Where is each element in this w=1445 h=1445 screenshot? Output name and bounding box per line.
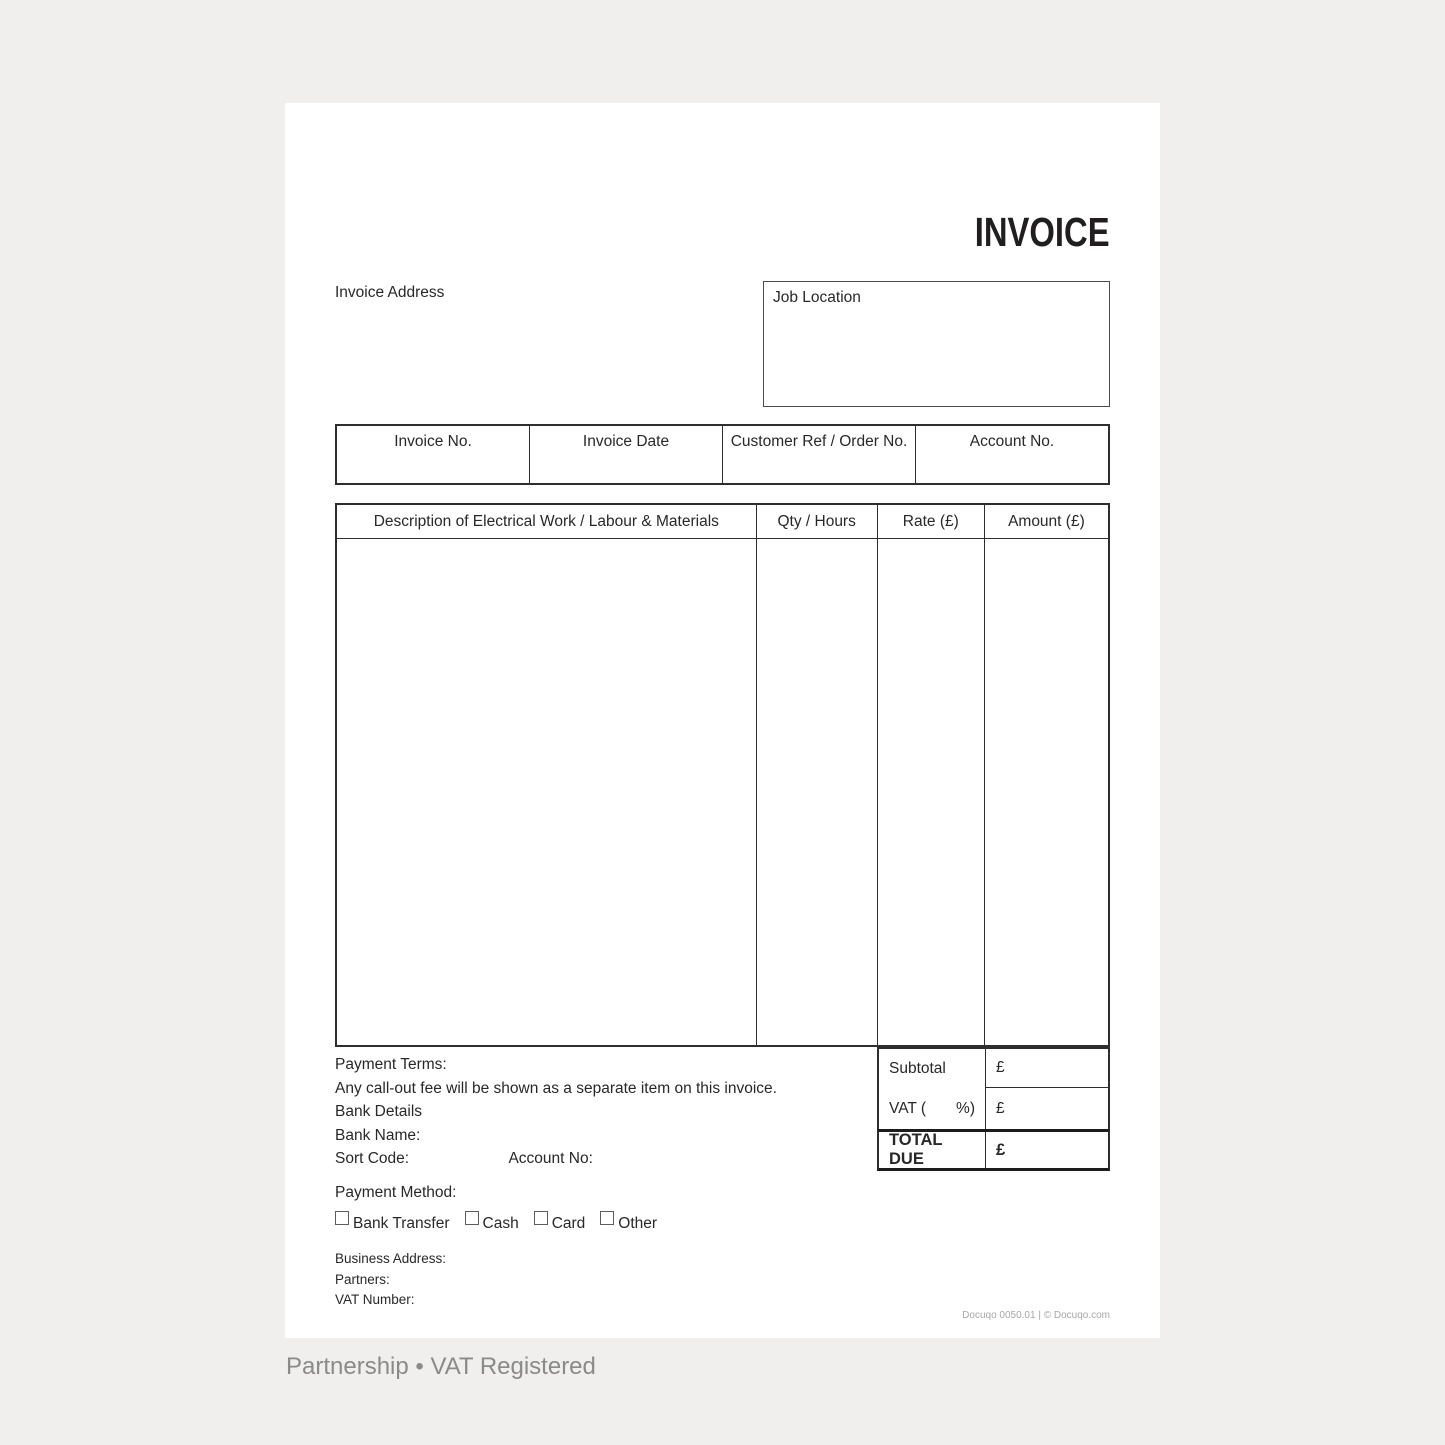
customer-ref-field[interactable]	[722, 426, 915, 483]
rate-entry-area[interactable]	[877, 539, 984, 1045]
account-no-field[interactable]	[915, 426, 1108, 483]
invoice-date-field[interactable]	[529, 426, 722, 483]
items-table-header	[337, 505, 1108, 539]
vat-label-prefix: VAT (	[889, 1099, 927, 1117]
other-checkbox[interactable]	[600, 1211, 614, 1225]
qty-hours-entry-area[interactable]	[756, 539, 877, 1045]
subtotal-vat-section	[877, 1047, 1110, 1129]
total-due-row	[877, 1129, 1110, 1171]
subtotal-amount-field[interactable]	[986, 1049, 1108, 1088]
payment-terms-label: Payment Terms:	[335, 1056, 447, 1073]
customer-ref-label: Customer Ref / Order No.	[730, 433, 908, 450]
bank-name-label: Bank Name:	[335, 1126, 421, 1144]
vat-label-suffix: %)	[956, 1099, 975, 1117]
subtotal-currency-symbol: £	[996, 1059, 1005, 1076]
rate-column-header: Rate (£)	[877, 505, 984, 538]
sort-code-label: Sort Code:	[335, 1150, 410, 1167]
document-title: INVOICE	[975, 209, 1110, 255]
payment-method-label: Payment Method:	[335, 1184, 457, 1201]
account-no-label: Account No.	[969, 433, 1055, 450]
callout-fee-note: Any call-out fee will be shown as a separate item on this invoice.	[335, 1079, 777, 1097]
items-table-body	[337, 539, 1108, 1045]
invoice-no-field[interactable]	[337, 426, 529, 483]
cash-label: Cash	[482, 1215, 519, 1232]
business-address-label: Business Address:	[335, 1251, 447, 1266]
sort-code-account-row	[335, 1147, 777, 1171]
totals-table	[877, 1047, 1110, 1171]
job-location-label: Job Location	[773, 289, 861, 306]
qty-hours-column-header: Qty / Hours	[756, 505, 877, 538]
subtotal-label: Subtotal	[889, 1059, 946, 1077]
business-info-block	[335, 1249, 446, 1311]
payment-method-options	[335, 1211, 672, 1232]
invoice-info-table	[335, 424, 1110, 485]
method-option-other	[600, 1211, 657, 1232]
bank-transfer-label: Bank Transfer	[353, 1215, 450, 1232]
vat-number-label: VAT Number:	[335, 1292, 415, 1307]
description-entry-area[interactable]	[337, 539, 756, 1045]
totals-amounts-column	[985, 1049, 1108, 1129]
card-checkbox[interactable]	[534, 1211, 548, 1225]
bank-name-field[interactable]	[335, 1124, 777, 1148]
brand-footer-text: Docuqo 0050.01 | © Docuqo.com	[962, 1310, 1110, 1321]
amount-column-header: Amount (£)	[984, 505, 1108, 538]
payment-method-block	[335, 1184, 672, 1232]
card-label: Card	[551, 1215, 586, 1232]
items-table	[335, 503, 1110, 1047]
amount-entry-area[interactable]	[984, 539, 1108, 1045]
bank-transfer-checkbox[interactable]	[335, 1211, 349, 1225]
other-label: Other	[618, 1215, 658, 1232]
vat-label	[879, 1088, 985, 1129]
method-option-cash	[465, 1211, 519, 1232]
total-due-currency-symbol: £	[996, 1140, 1006, 1159]
cash-checkbox[interactable]	[465, 1211, 479, 1225]
invoice-document	[285, 103, 1160, 1338]
job-location-field[interactable]	[763, 281, 1110, 407]
bank-details-label: Bank Details	[335, 1103, 423, 1120]
invoice-date-label: Invoice Date	[582, 433, 670, 450]
vat-currency-symbol: £	[996, 1099, 1005, 1117]
total-due-label: TOTAL DUE	[889, 1131, 943, 1168]
invoice-no-label: Invoice No.	[394, 433, 472, 450]
totals-labels-column	[879, 1049, 985, 1129]
sort-code-field[interactable]	[335, 1147, 505, 1171]
invoice-address-label: Invoice Address	[335, 284, 445, 301]
vat-amount-field[interactable]	[986, 1088, 1108, 1129]
total-due-amount-field[interactable]	[985, 1132, 1108, 1168]
page-caption: Partnership • VAT Registered	[286, 1353, 596, 1380]
bank-account-no-label: Account No:	[508, 1150, 593, 1167]
method-option-card	[534, 1211, 586, 1232]
method-option-bank-transfer	[335, 1211, 450, 1232]
payment-terms-block	[335, 1053, 777, 1171]
description-column-header: Description of Electrical Work / Labour & Materials	[373, 512, 719, 530]
partners-label: Partners:	[335, 1271, 390, 1287]
bank-account-no-field[interactable]	[508, 1150, 592, 1167]
